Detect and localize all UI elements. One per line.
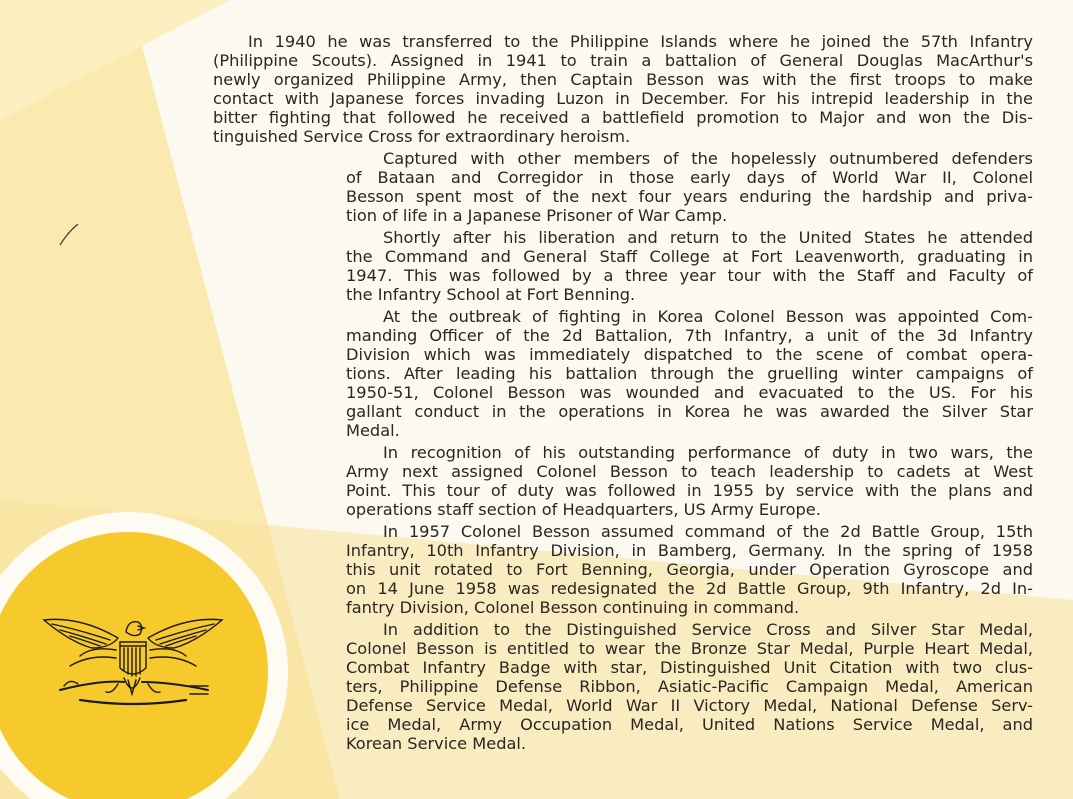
text-line: 1950-51, Colonel Besson was wounded and evacuated to the US. For his <box>346 383 1033 402</box>
text-line: Korean Service Medal. <box>346 734 527 753</box>
text-line: tion of life in a Japanese Prisoner of War Camp. <box>346 206 728 225</box>
text-line: Medal. <box>346 421 400 440</box>
text-line: the Infantry School at Fort Benning. <box>346 285 636 304</box>
text-line: gallant conduct in the operations in Korea he was awarded the Silver Star <box>346 402 1033 421</box>
text-line: In 1957 Colonel Besson assumed command of the 2d Battle Group, 15th <box>383 522 1033 541</box>
text-line: Colonel Besson is entitled to wear the Bronze Star Medal, Purple Heart Medal, <box>346 639 1033 658</box>
text-line: this unit rotated to Fort Benning, Georgia, under Operation Gyroscope and <box>346 560 1033 579</box>
text-line: Point. This tour of duty was followed in 1955 by service with the plans and <box>346 481 1033 500</box>
text-line: In addition to the Distinguished Service Cross and Silver Star Medal, <box>383 620 1033 639</box>
text-line: ice Medal, Army Occupation Medal, United Nations Service Medal, and <box>346 715 1033 734</box>
text-line: of Bataan and Corregidor in those early days of World War II, Colonel <box>346 168 1033 187</box>
text-line: operations staff section of Headquarters, US Army Europe. <box>346 500 821 519</box>
text-line: bitter fighting that followed he received a battlefield promotion to Major and won the Dis- <box>213 108 1033 127</box>
text-line: Defense Service Medal, World War II Victory Medal, National Defense Serv- <box>346 696 1033 715</box>
text-line: (Philippine Scouts). Assigned in 1941 to train a battalion of General Douglas MacArthur's <box>213 51 1033 70</box>
text-line: Captured with other members of the hopelessly outnumbered defenders <box>383 149 1033 168</box>
eagle-insignia-icon <box>40 608 226 708</box>
text-line: newly organized Philippine Army, then Captain Besson was with the first troops to make <box>213 70 1033 89</box>
text-line: Besson spent most of the next four years enduring the hardship and priva- <box>346 187 1033 206</box>
text-line: tions. After leading his battalion through the gruelling winter campaigns of <box>346 364 1033 383</box>
text-line: Infantry, 10th Infantry Division, in Bamberg, Germany. In the spring of 1958 <box>346 541 1033 560</box>
text-line: Division which was immediately dispatched to the scene of combat opera- <box>346 345 1033 364</box>
text-line: Combat Infantry Badge with star, Distinguished Unit Citation with two clus- <box>346 658 1033 677</box>
text-line: In recognition of his outstanding performance of duty in two wars, the <box>383 443 1033 462</box>
text-line: 1947. This was followed by a three year tour with the Staff and Faculty of <box>346 266 1033 285</box>
text-line: In 1940 he was transferred to the Philippine Islands where he joined the 57th Infantry <box>248 32 1033 51</box>
text-line: manding Officer of the 2d Battalion, 7th Infantry, a unit of the 3d Infantry <box>346 326 1033 345</box>
text-line: the Command and General Staff College at Fort Leavenworth, graduating in <box>346 247 1033 266</box>
text-line: Army next assigned Colonel Besson to teach leadership to cadets at West <box>346 462 1033 481</box>
text-line: on 14 June 1958 was redesignated the 2d Battle Group, 9th Infantry, 2d In- <box>346 579 1033 598</box>
text-line: tinguished Service Cross for extraordinary heroism. <box>213 127 631 146</box>
text-line: At the outbreak of fighting in Korea Colonel Besson was appointed Com- <box>383 307 1033 326</box>
text-line: fantry Division, Colonel Besson continuing in command. <box>346 598 800 617</box>
text-line: ters, Philippine Defense Ribbon, Asiatic-Pacific Campaign Medal, American <box>346 677 1033 696</box>
text-line: contact with Japanese forces invading Luzon in December. For his intrepid leadership in the <box>213 89 1033 108</box>
text-line: Shortly after his liberation and return to the United States he attended <box>383 228 1033 247</box>
